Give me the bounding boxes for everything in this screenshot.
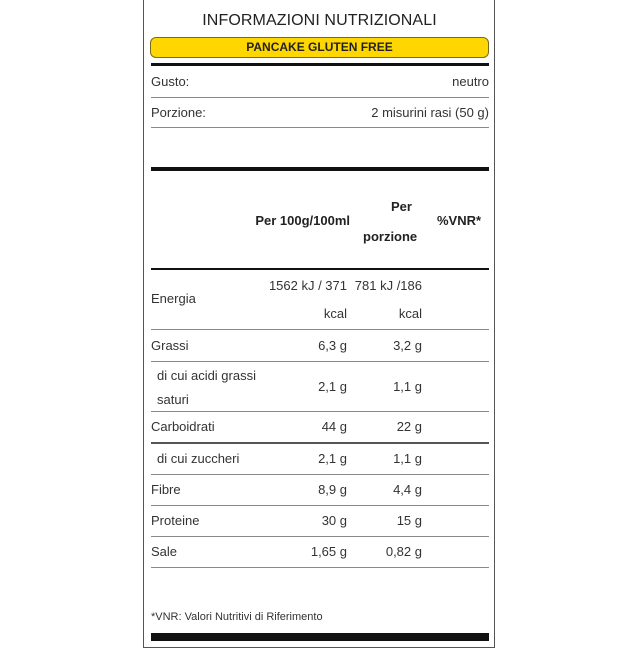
row-salt-name: Sale xyxy=(151,544,178,559)
col-header-per100: Per 100g/100ml xyxy=(255,213,350,228)
row-energy-portion-l2: kcal xyxy=(398,306,422,321)
divider xyxy=(151,474,489,475)
divider-header xyxy=(151,268,489,270)
divider xyxy=(151,442,489,444)
label-title: INFORMAZIONI NUTRIZIONALI xyxy=(202,12,437,29)
row-satfat-name-l2: saturi xyxy=(157,392,189,407)
divider-thick xyxy=(151,63,489,66)
row-fiber-per100: 8,9 g xyxy=(318,482,347,497)
portion-label: Porzione: xyxy=(151,105,206,120)
col-header-portion-line1: Per xyxy=(391,199,412,214)
row-protein-name: Proteine xyxy=(151,513,200,528)
row-sugar-name: di cui zuccheri xyxy=(157,451,240,466)
divider-thick xyxy=(151,167,489,171)
row-salt-per100: 1,65 g xyxy=(310,544,347,559)
row-carbs-name: Carboidrati xyxy=(151,419,215,434)
divider xyxy=(151,127,489,128)
row-energy-per100-l1: 1562 kJ / 371 xyxy=(268,278,347,293)
row-fiber-name: Fibre xyxy=(151,482,181,497)
flavor-value: neutro xyxy=(452,74,489,89)
divider xyxy=(151,567,489,568)
row-energy-name: Energia xyxy=(151,291,196,306)
row-fat-name: Grassi xyxy=(151,338,189,353)
row-carbs-per100: 44 g xyxy=(321,419,347,434)
divider xyxy=(151,361,489,362)
row-carbs-portion: 22 g xyxy=(396,419,422,434)
divider xyxy=(151,329,489,330)
row-energy-per100-l2: kcal xyxy=(323,306,347,321)
row-fat-per100: 6,3 g xyxy=(318,338,347,353)
row-salt-portion: 0,82 g xyxy=(385,544,422,559)
col-header-vnr: %VNR* xyxy=(437,213,482,228)
row-fiber-portion: 4,4 g xyxy=(393,482,422,497)
divider xyxy=(151,505,489,506)
divider xyxy=(151,411,489,412)
row-protein-portion: 15 g xyxy=(396,513,422,528)
footnote: *VNR: Valori Nutritivi di Riferimento xyxy=(151,611,323,623)
col-header-portion-line2: porzione xyxy=(363,229,418,244)
row-sugar-portion: 1,1 g xyxy=(393,451,422,466)
row-sugar-per100: 2,1 g xyxy=(318,451,347,466)
row-fat-portion: 3,2 g xyxy=(393,338,422,353)
row-satfat-name-l1: di cui acidi grassi xyxy=(157,368,256,383)
divider xyxy=(151,97,489,98)
row-satfat-portion: 1,1 g xyxy=(393,379,422,394)
row-energy-portion-l1: 781 kJ /186 xyxy=(354,278,422,293)
divider xyxy=(151,536,489,537)
row-satfat-per100: 2,1 g xyxy=(318,379,347,394)
divider-bottom xyxy=(151,633,489,641)
product-badge: PANCAKE GLUTEN FREE xyxy=(150,37,489,58)
portion-value: 2 misurini rasi (50 g) xyxy=(371,105,489,120)
row-protein-per100: 30 g xyxy=(321,513,347,528)
flavor-label: Gusto: xyxy=(151,74,190,89)
